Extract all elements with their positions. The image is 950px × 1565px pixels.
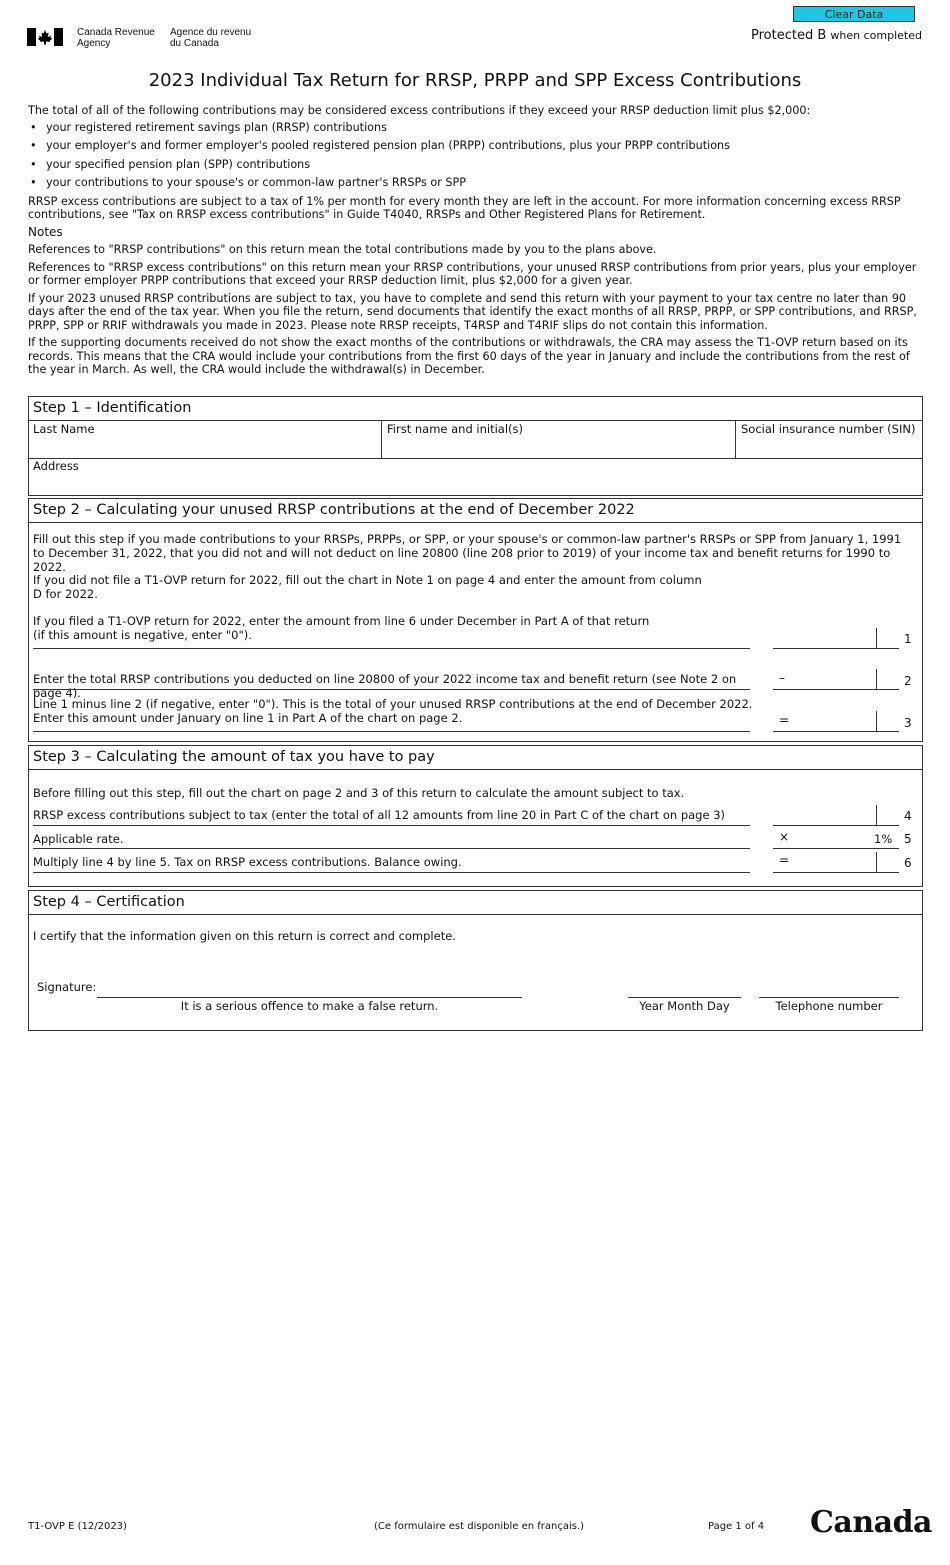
line1-text [33, 614, 753, 642]
signature-line[interactable] [97, 997, 522, 998]
clear-data-button[interactable]: Clear Data [793, 6, 915, 22]
step2-box [28, 498, 923, 742]
step4-heading: Step 4 – Certification [29, 891, 922, 915]
line2-text: Enter the total RRSP contributions you deducted on line 20800 of your 2022 income tax and benefit return (see Note 2 on page 4). [33, 672, 737, 700]
notes-heading: Notes [28, 224, 63, 239]
agency-name-en [77, 27, 155, 49]
agency-fr-line1: Agence du revenu [170, 27, 252, 38]
line2-field[interactable] [773, 671, 899, 690]
equals-operator: = [779, 713, 790, 727]
phone-line[interactable] [759, 997, 899, 998]
step1-box [28, 396, 923, 496]
sin-field[interactable] [741, 438, 915, 453]
note-1: References to "RRSP contributions" on this return mean the total contributions made by you to the plans above. [28, 243, 657, 256]
date-line[interactable] [628, 997, 741, 998]
line-number-4: 4 [904, 809, 912, 823]
signature-label: Signature: [37, 980, 97, 994]
date-label: Year Month Day [639, 999, 730, 1013]
step3-intro: Before filling out this step, fill out the chart on page 2 and 3 of this return to calculate the amount subject to tax. [33, 786, 685, 800]
page-title: 2023 Individual Tax Return for RRSP, PRPP and SPP Excess Contributions [148, 70, 802, 91]
step2-para2: If you did not file a T1-OVP return for 2022, fill out the chart in Note 1 on page 4 and enter the amount from column D for 2022. [33, 573, 702, 601]
protected-text: Protected B [751, 28, 827, 43]
phone-label: Telephone number [775, 999, 883, 1013]
minus-operator: – [779, 671, 785, 685]
protected-suffix: when completed [830, 29, 922, 42]
line-number-5: 5 [904, 832, 912, 846]
step1-heading: Step 1 – Identification [29, 397, 922, 421]
canada-flag-icon [27, 28, 63, 46]
agency-name-fr [170, 27, 251, 49]
line1-text-a: If you filed a T1-OVP return for 2022, enter the amount from line 6 under December in Part A of that return [33, 614, 650, 628]
certify-text: I certify that the information given on this return is correct and complete. [33, 929, 456, 943]
line4-text: RRSP excess contributions subject to tax (enter the total of all 12 amounts from line 20 in Part C of the chart on page 3) [33, 808, 725, 822]
line-number-1: 1 [904, 632, 912, 646]
last-name-label: Last Name [33, 422, 95, 436]
equals-operator: = [779, 853, 790, 867]
step2-heading: Step 2 – Calculating your unused RRSP contributions at the end of December 2022 [29, 499, 922, 523]
line1-field[interactable] [773, 630, 899, 649]
list-item: • your registered retirement savings plan (RRSP) contributions [46, 121, 918, 135]
sin-label: Social insurance number (SIN) [741, 422, 916, 436]
times-operator: × [779, 830, 790, 844]
note-4: If the supporting documents received do not show the exact months of the contributions or withdrawals, the CRA may assess the T1-OVP return based on its records. This means that the CRA would include your contributions from the first 60 days of the year in January and include the contributions from the rest of the year in March. As well, the CRA would include the withdrawal(s) in December. [28, 336, 910, 376]
line-number-3: 3 [904, 716, 912, 730]
line3-text [33, 697, 763, 725]
page-number: Page 1 of 4 [708, 1521, 765, 1532]
line-number-2: 2 [904, 674, 912, 688]
line3-text-a: Line 1 minus line 2 (if negative, enter "0"). This is the total of your unused RRSP contributions at the end of December 2022. [33, 697, 753, 711]
address-field[interactable] [33, 474, 917, 489]
protected-b-label [751, 28, 922, 43]
intro-lead: The total of all of the following contributions may be considered excess contributions if they exceed your RRSP deduction limit plus $2,000: [28, 104, 811, 117]
step2-para1: Fill out this step if you made contributions to your RRSPs, PRPPs, or SPP, or your spouse's or common-law partner's RRSPs or SPP from January 1, 1991 to December 31, 2022, that you did not and will not deduct on line 20800 (line 208 prior to 2019) of your income tax and benefit returns for 1990 to 2022. [33, 532, 902, 574]
step3-heading: Step 3 – Calculating the amount of tax you have to pay [29, 746, 922, 770]
list-item: • your contributions to your spouse's or common-law partner's RRSPs or SPP [46, 176, 918, 190]
form-id: T1-OVP E (12/2023) [28, 1521, 127, 1532]
agency-en-line2: Agency [77, 38, 111, 49]
line-number-6: 6 [904, 856, 912, 870]
last-name-field[interactable] [33, 438, 377, 453]
line5-text: Applicable rate. [33, 832, 124, 846]
note-2: References to "RRSP excess contributions" on this return mean your RRSP contributions, your unused RRSP contributions from prior years, plus your employer or former employer PRPP contributions that exceed your RRSP deduction limit, plus $2,000 for a given year. [28, 260, 917, 287]
list-item: • your employer's and former employer's pooled registered pension plan (PRPP) contributions, plus your PRPP contributions [46, 139, 918, 153]
line1-text-b: (if this amount is negative, enter "0"). [33, 628, 252, 642]
tax-note: RRSP excess contributions are subject to a tax of 1% per month for every month they are left in the account. For more information concerning excess RRSP contributions, see "Tax on RRSP excess contributions" in Guide T4040, RRSPs and Other Registered Plans for Retirement. [28, 194, 901, 221]
agency-en-line1: Canada Revenue [77, 27, 155, 38]
step3-box [28, 745, 923, 887]
line6-field[interactable] [773, 854, 899, 873]
intro-section [28, 104, 918, 381]
note-3: If your 2023 unused RRSP contributions are subject to tax, you have to complete and send this return with your payment to your tax centre no later than 90 days after the end of the tax year. When you file the return, send documents that identify the exact months of all RRSP, PRPP, or SPP contributions, and RRSP, PRPP, SPP or RRIF withdrawals you made in 2023. Please note RRSP receipts, T4RSP and T4RIF slips do not contain this information. [28, 291, 917, 332]
line6-text: Multiply line 4 by line 5. Tax on RRSP excess contributions. Balance owing. [33, 855, 462, 869]
address-label: Address [33, 459, 79, 473]
line4-field[interactable] [773, 807, 899, 826]
contribution-list [28, 121, 918, 190]
rate-value: 1% [874, 832, 893, 846]
step4-box [28, 890, 923, 1031]
agency-fr-line2: du Canada [170, 38, 219, 49]
first-name-label: First name and initial(s) [387, 422, 524, 436]
list-item: • your specified pension plan (SPP) contributions [46, 158, 918, 172]
line3-field[interactable] [773, 713, 899, 732]
offence-warning: It is a serious offence to make a false return. [180, 999, 439, 1013]
line3-text-b: Enter this amount under January on line 1 in Part A of the chart on page 2. [33, 711, 463, 725]
french-availability: (Ce formulaire est disponible en français.) [374, 1521, 585, 1532]
first-name-field[interactable] [387, 438, 731, 453]
canada-wordmark: Canada [810, 1505, 932, 1540]
